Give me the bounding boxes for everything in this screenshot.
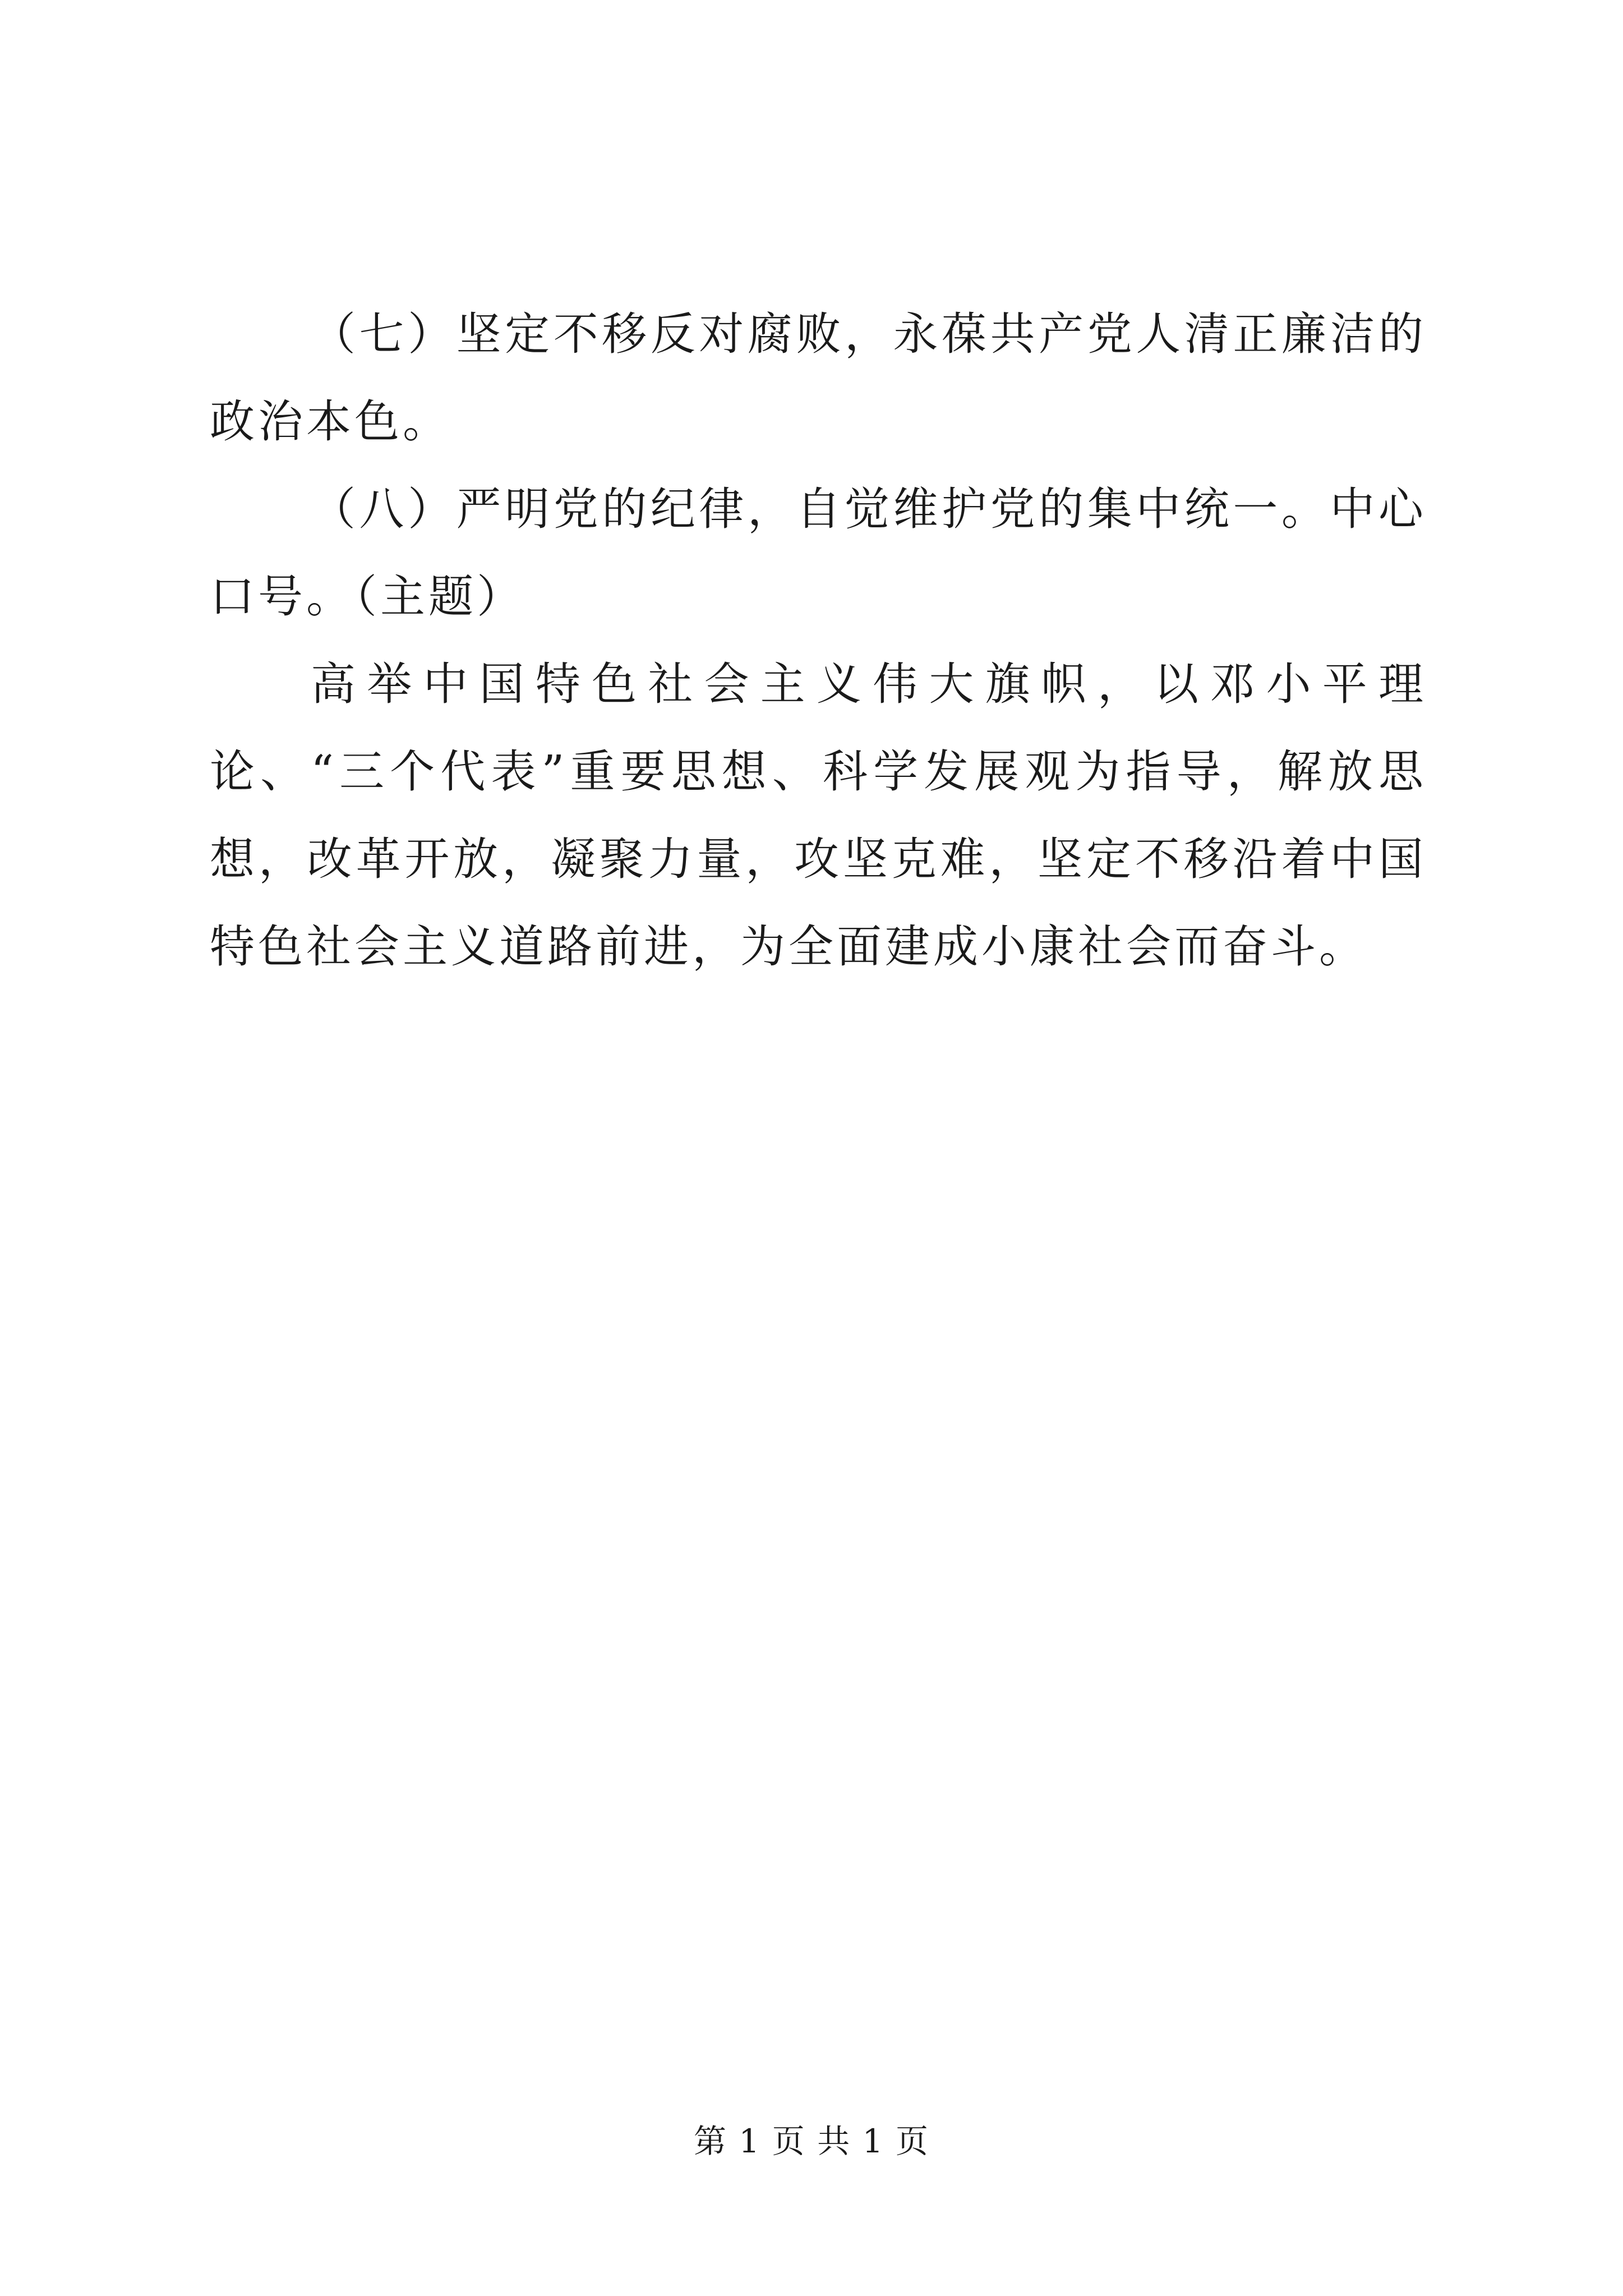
paragraph-eight: （八）严明党的纪律，自觉维护党的集中统一。中心口号。（主题） — [210, 483, 1427, 623]
document-body — [210, 291, 1427, 991]
paragraph-seven: （七）坚定不移反对腐败，永葆共产党人清正廉洁的政治本色。 — [210, 308, 1427, 448]
paragraph-slogan: 高举中国特色社会主义伟大旗帜，以邓小平理论、“三个代表”重要思想、科学发展观为指导，解放思想，改革开放，凝聚力量，攻坚克难，坚定不移沿着中国特色社会主义道路前进，为全面建成小康社会而奋斗。 — [210, 658, 1427, 973]
page-footer: 第 1 页 共 1 页 — [694, 2122, 929, 2160]
